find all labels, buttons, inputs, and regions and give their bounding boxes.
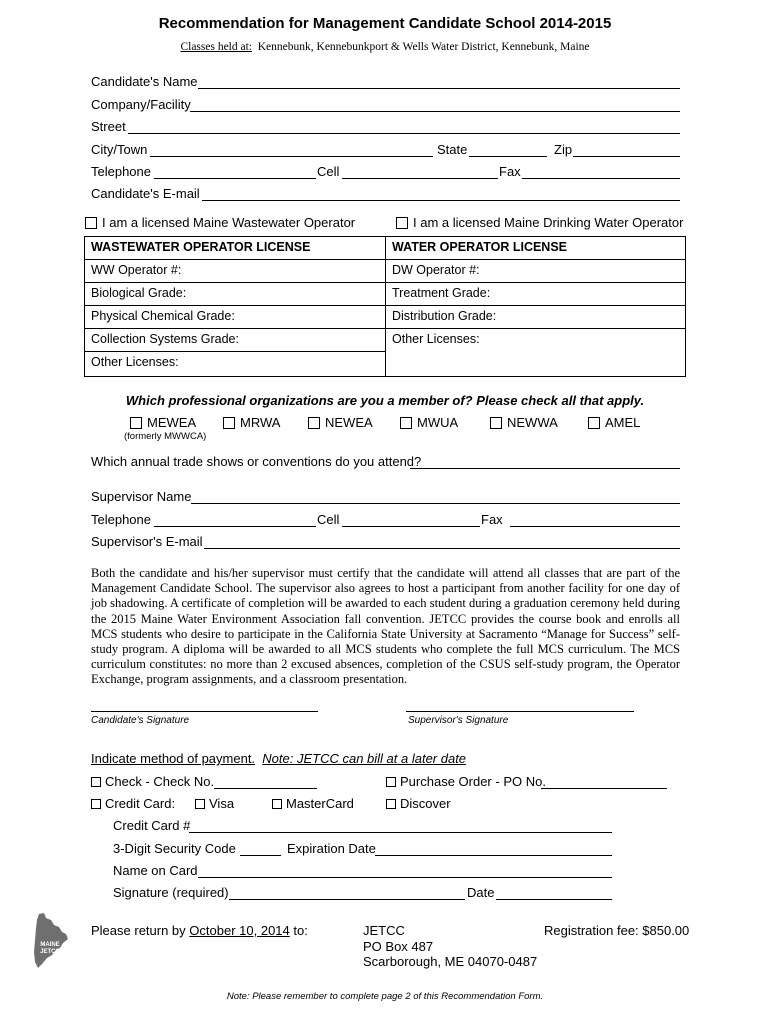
supervisor-fax-field[interactable] [510,526,680,527]
org-mwua-label: MWUA [417,415,459,430]
cell-label: Cell [317,164,340,179]
page-title: Recommendation for Management Candidate School 2014-2015 [158,15,612,32]
city-field[interactable] [150,156,433,157]
supervisor-name-label: Supervisor Name [91,489,192,504]
email-field[interactable] [202,200,680,201]
terms-paragraph: Both the candidate and his/her supervisor must certify that the candidate will attend all classes that are part of the Management Candidate School. The supervisor also agrees to host a participant from another facility for one day of job shadowing. A certificate of completion will be awarded to each student during a graduation ceremony held during the 2015 Maine Water Environment Association fall convention. JETCC provides the course book and enrolls all MCS students who desire to participate in the California State University at Sacramento “Manage for Success” self-study program. A diploma will be awarded to all MCS students who complete the full MCS curriculum. The MCS curriculum constitutes: no more than 2 excused absences, completion of the CSUS self-study program, the Operator Exchange, program assignments, and a classroom presentation. [91,566,680,687]
card-number-field[interactable] [189,832,612,833]
candidate-signature-label: Candidate's Signature [91,715,190,726]
org-newwa-checkbox[interactable] [490,417,502,429]
street-field[interactable] [128,133,680,134]
candidate-signature-line[interactable] [91,711,318,712]
subtitle [0,41,770,53]
org-mrwa-label: MRWA [240,415,281,430]
wastewater-license-option[interactable] [85,215,355,230]
mastercard-label: MasterCard [286,796,354,811]
ww-other-licenses-cell[interactable]: Other Licenses: [85,352,386,377]
maine-jetcc-logo [30,912,70,970]
security-code-field[interactable] [240,855,281,856]
address-line-1: JETCC [363,923,405,938]
credit-card-label: Credit Card: [105,796,176,811]
candidate-name-label: Candidate's Name [91,74,198,89]
water-other-licenses-cell[interactable]: Other Licenses: [386,329,686,377]
wastewater-checkbox[interactable] [85,217,97,229]
payment-note: Note: JETCC can bill at a later date [262,751,467,766]
supervisor-name-field[interactable] [191,503,680,504]
fax-field[interactable] [522,178,680,179]
check-label: Check - Check No. [105,774,215,789]
mewea-former-name: (formerly MWWCA) [124,431,207,442]
return-deadline: October 10, 2014 [189,923,290,938]
state-field[interactable] [469,156,547,157]
po-number-field[interactable] [541,788,667,789]
org-amel-option[interactable] [588,415,640,430]
treatment-grade-cell[interactable]: Treatment Grade: [386,283,686,306]
visa-checkbox[interactable] [195,799,205,809]
org-mrwa-option[interactable] [223,415,280,430]
po-option[interactable] [386,774,546,789]
biological-grade-cell[interactable]: Biological Grade: [85,283,386,306]
name-on-card-label: Name on Card [113,863,198,878]
supervisor-signature-line[interactable] [406,711,634,712]
org-mewea-option[interactable] [130,415,196,430]
org-mewea-label: MEWEA [147,415,197,430]
drinking-license-option[interactable] [396,215,683,230]
distribution-grade-cell[interactable]: Distribution Grade: [386,306,686,329]
po-label: Purchase Order - PO No. [400,774,546,789]
supervisor-telephone-label: Telephone [91,512,151,527]
expiration-date-label: Expiration Date [287,841,376,856]
return-prefix: Please return by [91,923,186,938]
trade-shows-label: Which annual trade shows or conventions do you attend? [91,454,422,469]
subtitle-prefix: Classes held at: [180,41,252,53]
card-date-label: Date [467,885,495,900]
check-option[interactable] [91,774,214,789]
logo-text-jetcc: JETCC [40,949,60,955]
subtitle-location: Kennebunk, Kennebunkport & Wells Water District, Kennebunk, Maine [257,41,590,53]
telephone-field[interactable] [154,178,316,179]
name-on-card-field[interactable] [198,877,612,878]
discover-option[interactable] [386,796,451,811]
org-mewea-checkbox[interactable] [130,417,142,429]
visa-option[interactable] [195,796,234,811]
check-number-field[interactable] [214,788,317,789]
cell-field[interactable] [342,178,498,179]
state-label: State [437,142,468,157]
wastewater-license-label: I am a licensed Maine Wastewater Operator [102,215,356,230]
physical-chemical-grade-cell[interactable]: Physical Chemical Grade: [85,306,386,329]
security-code-label: 3-Digit Security Code [113,841,236,856]
maine-state-icon [30,912,70,970]
check-checkbox[interactable] [91,777,101,787]
license-table [84,236,686,377]
supervisor-fax-label: Fax [481,512,503,527]
street-label: Street [91,119,126,134]
po-checkbox[interactable] [386,777,396,787]
org-mwua-option[interactable] [400,415,458,430]
supervisor-cell-label: Cell [317,512,340,527]
return-address [363,923,537,970]
card-number-label: Credit Card # [113,818,191,833]
mastercard-option[interactable] [272,796,354,811]
card-date-field[interactable] [496,899,612,900]
organizations-question: Which professional organizations are you a member of? Please check all that apply. [125,393,645,408]
credit-card-option[interactable] [91,796,175,811]
telephone-label: Telephone [91,164,151,179]
discover-checkbox[interactable] [386,799,396,809]
org-amel-checkbox[interactable] [588,417,600,429]
org-amel-label: AMEL [605,415,641,430]
credit-card-checkbox[interactable] [91,799,101,809]
drinking-license-label: I am a licensed Maine Drinking Water Operator [413,215,684,230]
return-instructions [91,923,308,938]
wastewater-license-header: WASTEWATER OPERATOR LICENSE [85,237,386,260]
registration-fee: Registration fee: $850.00 [544,923,690,938]
card-signature-label: Signature (required) [113,885,229,900]
org-newea-option[interactable] [308,415,373,430]
water-license-header: WATER OPERATOR LICENSE [386,237,686,260]
trade-shows-field[interactable] [410,468,680,469]
org-mwua-checkbox[interactable] [400,417,412,429]
payment-heading [91,751,466,766]
city-label: City/Town [91,142,148,157]
org-mrwa-checkbox[interactable] [223,417,235,429]
zip-field[interactable] [573,156,680,157]
ww-operator-cell[interactable]: WW Operator #: [85,260,386,283]
company-label: Company/Facility [91,97,191,112]
fax-label: Fax [499,164,521,179]
zip-label: Zip [554,142,573,157]
payment-heading-text: Indicate method of payment. [91,751,256,766]
org-newwa-label: NEWWA [507,415,558,430]
logo-text-maine: MAINE [40,942,60,948]
discover-label: Discover [400,796,451,811]
visa-label: Visa [209,796,235,811]
supervisor-email-label: Supervisor's E-mail [91,534,203,549]
address-line-2: PO Box 487 [363,938,434,954]
org-newwa-option[interactable] [490,415,558,430]
supervisor-cell-field[interactable] [342,526,480,527]
collection-systems-grade-cell[interactable]: Collection Systems Grade: [85,329,386,352]
address-line-3: Scarborough, ME 04070-0487 [363,954,538,969]
drinking-checkbox[interactable] [396,217,408,229]
supervisor-email-field[interactable] [204,548,680,549]
org-newea-label: NEWEA [325,415,373,430]
email-label: Candidate's E-mail [91,186,200,201]
return-suffix: to: [293,923,308,938]
supervisor-telephone-field[interactable] [154,526,316,527]
org-newea-checkbox[interactable] [308,417,320,429]
candidate-name-field[interactable] [198,88,680,89]
mastercard-checkbox[interactable] [272,799,282,809]
card-signature-field[interactable] [229,899,465,900]
footer-note: Note: Please remember to complete page 2 of this Recommendation Form. [226,991,544,1002]
dw-operator-cell[interactable]: DW Operator #: [386,260,686,283]
supervisor-signature-label: Supervisor's Signature [408,715,509,726]
company-field[interactable] [190,111,680,112]
expiration-date-field[interactable] [375,855,612,856]
